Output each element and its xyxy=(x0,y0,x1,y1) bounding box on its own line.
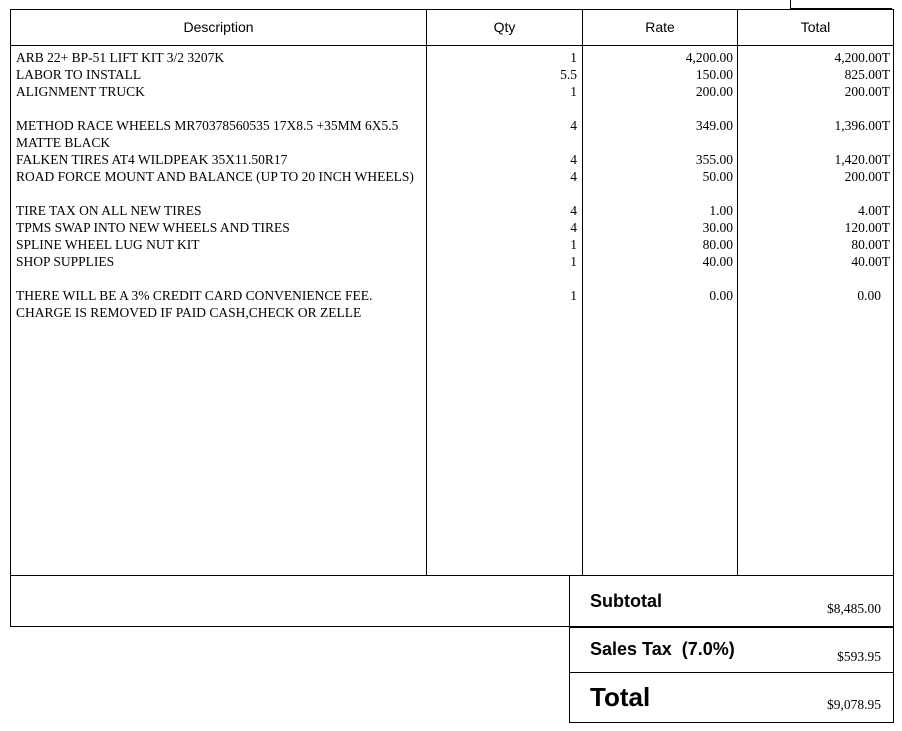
item-description: LABOR TO INSTALL xyxy=(16,67,142,82)
subtotal-box xyxy=(569,575,894,627)
total-box xyxy=(569,672,894,723)
item-description: TIRE TAX ON ALL NEW TIRES xyxy=(16,203,202,218)
item-total: 200.00T xyxy=(844,84,890,99)
item-qty: 4 xyxy=(570,203,577,218)
item-rate: 0.00 xyxy=(709,288,733,303)
table-row xyxy=(11,253,893,270)
table-row xyxy=(11,202,893,219)
item-rate: 200.00 xyxy=(695,84,733,99)
item-total: 4,200.00T xyxy=(834,50,890,65)
item-description: TPMS SWAP INTO NEW WHEELS AND TIRES xyxy=(16,220,290,235)
table-row xyxy=(11,151,893,168)
item-rate: 355.00 xyxy=(695,152,733,167)
table-row xyxy=(11,83,893,100)
item-rate: 1.00 xyxy=(709,203,733,218)
item-description: SPLINE WHEEL LUG NUT KIT xyxy=(16,237,200,252)
item-qty: 1 xyxy=(570,288,577,303)
table-row xyxy=(11,117,893,151)
sales-tax-label: Sales Tax (7.0%) xyxy=(590,639,735,659)
header-qty: Qty xyxy=(493,19,516,35)
item-description: SHOP SUPPLIES xyxy=(16,254,115,269)
item-qty: 1 xyxy=(570,50,577,65)
grand-total-value: $9,078.95 xyxy=(827,697,881,712)
header-description: Description xyxy=(183,19,254,35)
item-qty: 4 xyxy=(570,169,577,184)
item-total: 120.00T xyxy=(844,220,890,235)
footer-blank-box xyxy=(10,575,571,627)
item-qty: 1 xyxy=(570,254,577,269)
table-row xyxy=(11,236,893,253)
item-rate: 150.00 xyxy=(695,67,733,82)
item-qty: 1 xyxy=(570,84,577,99)
grand-total-label: Total xyxy=(590,682,651,712)
item-qty: 1 xyxy=(570,237,577,252)
item-rate: 40.00 xyxy=(702,254,733,269)
item-total: 200.00T xyxy=(844,169,890,184)
item-qty: 4 xyxy=(570,152,577,167)
table-row xyxy=(11,219,893,236)
item-total: 1,420.00T xyxy=(834,152,890,167)
item-qty: 5.5 xyxy=(560,67,577,82)
item-rate: 349.00 xyxy=(695,118,733,133)
item-total: 825.00T xyxy=(844,67,890,82)
item-description: ARB 22+ BP-51 LIFT KIT 3/2 3207K xyxy=(16,50,225,65)
item-description: ALIGNMENT TRUCK xyxy=(16,84,145,99)
line-items xyxy=(11,49,893,321)
item-description: THERE WILL BE A 3% CREDIT CARD CONVENIENCE FEE. CHARGE IS REMOVED IF PAID CASH,CHECK OR ZELLE xyxy=(16,288,373,320)
table-row-blank xyxy=(11,100,893,117)
item-total: 0.00 xyxy=(857,288,881,303)
table-row xyxy=(11,66,893,83)
item-total: 80.00T xyxy=(851,237,890,252)
item-description: ROAD FORCE MOUNT AND BALANCE (UP TO 20 INCH WHEELS) xyxy=(16,169,414,184)
item-rate: 30.00 xyxy=(702,220,733,235)
item-rate: 80.00 xyxy=(702,237,733,252)
item-rate: 4,200.00 xyxy=(685,50,733,65)
item-total: 1,396.00T xyxy=(834,118,890,133)
table-row-blank xyxy=(11,270,893,287)
header-rate: Rate xyxy=(645,19,675,35)
item-description: FALKEN TIRES AT4 WILDPEAK 35X11.50R17 xyxy=(16,152,288,167)
item-description: METHOD RACE WHEELS MR70378560535 17X8.5 +35MM 6X5.5 MATTE BLACK xyxy=(16,118,399,150)
item-total: 4.00T xyxy=(858,203,890,218)
header-divider xyxy=(11,45,893,46)
item-qty: 4 xyxy=(570,220,577,235)
subtotal-label: Subtotal xyxy=(590,591,662,611)
table-row xyxy=(11,287,893,321)
sales-tax-value: $593.95 xyxy=(837,649,881,664)
table-row xyxy=(11,49,893,66)
item-total: 40.00T xyxy=(851,254,890,269)
item-rate: 50.00 xyxy=(702,169,733,184)
table-row xyxy=(11,168,893,202)
item-qty: 4 xyxy=(570,118,577,133)
header-total: Total xyxy=(800,19,831,35)
line-items-table xyxy=(10,9,894,576)
subtotal-value: $8,485.00 xyxy=(827,601,881,616)
sales-tax-box xyxy=(569,627,894,673)
